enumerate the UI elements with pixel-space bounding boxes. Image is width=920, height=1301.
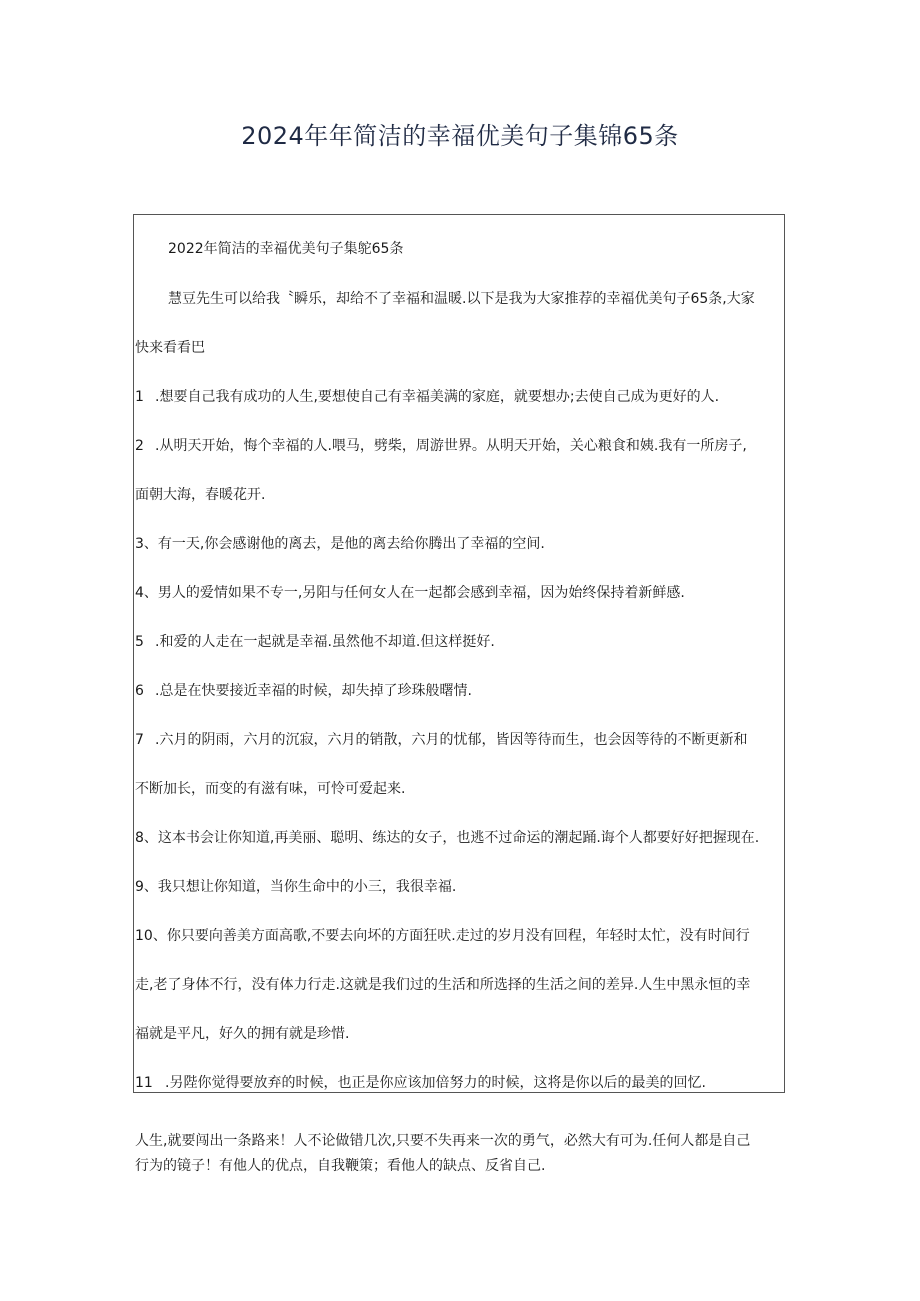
- list-item-5: [135, 632, 495, 652]
- content-box: [133, 214, 785, 1093]
- item-text: .另陛你觉得要放弃的时候，也正是你应该加倍努力的时候，这将是你以后的最美的回忆.: [165, 1075, 706, 1091]
- list-item-10: 10、你只要向善美方面高歌,不要去向坏的方面狂吠.走过的岁月没有回程，年轻时太忙，没有时间行: [135, 928, 750, 944]
- intro-line-2: 快来看看巴: [135, 340, 205, 356]
- list-item-10-continued-2: 福就是平凡，好久的拥有就是珍惜.: [135, 1026, 350, 1042]
- item-text: .六月的阴雨，六月的沉寂，六月的销散，六月的忧郁，皆因等待而生，也会因等待的不断更新和: [155, 732, 748, 748]
- subtitle: 2022年简洁的幸福优美句子集鸵65条: [168, 241, 404, 257]
- list-item-6: [135, 681, 472, 701]
- list-item-11: [135, 1073, 706, 1093]
- page-title: 2024年年简洁的幸福优美句子集锦65条: [241, 122, 679, 150]
- list-item-9: 9、我只想让你知道，当你生命中的小三，我很幸福.: [135, 879, 457, 895]
- closing-paragraph-line-2: 行为的镜子！有他人的优点，自我鞭策；看他人的缺点、反省自己.: [135, 1158, 546, 1174]
- closing-paragraph-line-1: 人生,就要闯出一条路来！人不论做错几次,只要不失再来一次的勇气，必然大有可为.任何人都是自己: [135, 1133, 751, 1149]
- item-number: 6: [135, 683, 144, 699]
- item-text: .总是在快要接近幸福的时候，却失掉了珍珠般曙情.: [155, 683, 472, 699]
- list-item-10-continued-1: 走,老了身体不行，没有体力行走.这就是我们过的生活和所选择的生活之间的差异.人生中黑永恒的幸: [135, 977, 751, 993]
- item-number: 2: [135, 438, 144, 454]
- item-number: 1: [135, 389, 144, 405]
- item-number: 5: [135, 634, 144, 650]
- list-item-2: [135, 436, 747, 456]
- intro-line-1: 慧豆先生可以给我〝瞬乐，却给不了幸福和温暖.以下是我为大家推荐的幸福优美句子65条,大家: [168, 291, 755, 307]
- item-text: .想要自己我有成功的人生,要想使自己有幸福美满的家庭，就要想办;去使自己成为更好的人.: [155, 389, 720, 405]
- list-item-8: 8、这本书会让你知道,再美丽、聪明、练达的女子，也逃不过命运的潮起踊.诲个人都要好好把握现在.: [135, 830, 760, 846]
- list-item-4: 4、男人的爱情如果不专一,另阳与任何女人在一起都会感到幸福，因为始终保持着新鲜感.: [135, 585, 685, 601]
- item-text: .从明天开始，悔个幸福的人.喂马，劈柴，周游世界。从明天开始，关心粮食和姨.我有一所房子,: [155, 438, 747, 454]
- item-text: .和爱的人走在一起就是幸福.虽然他不却道.但这样挺好.: [155, 634, 495, 650]
- list-item-1: [135, 387, 719, 407]
- list-item-2-continued: 面朝大海，春暖花开.: [135, 487, 266, 503]
- item-number: 11: [135, 1075, 153, 1091]
- list-item-7-continued: 不断加长，而变的有滋有味，可怜可爱起来.: [135, 781, 406, 797]
- item-number: 7: [135, 732, 144, 748]
- list-item-3: 3、有一天,你会感谢他的离去，是他的离去给你腾出了幸福的空间.: [135, 536, 545, 552]
- list-item-7: [135, 730, 747, 750]
